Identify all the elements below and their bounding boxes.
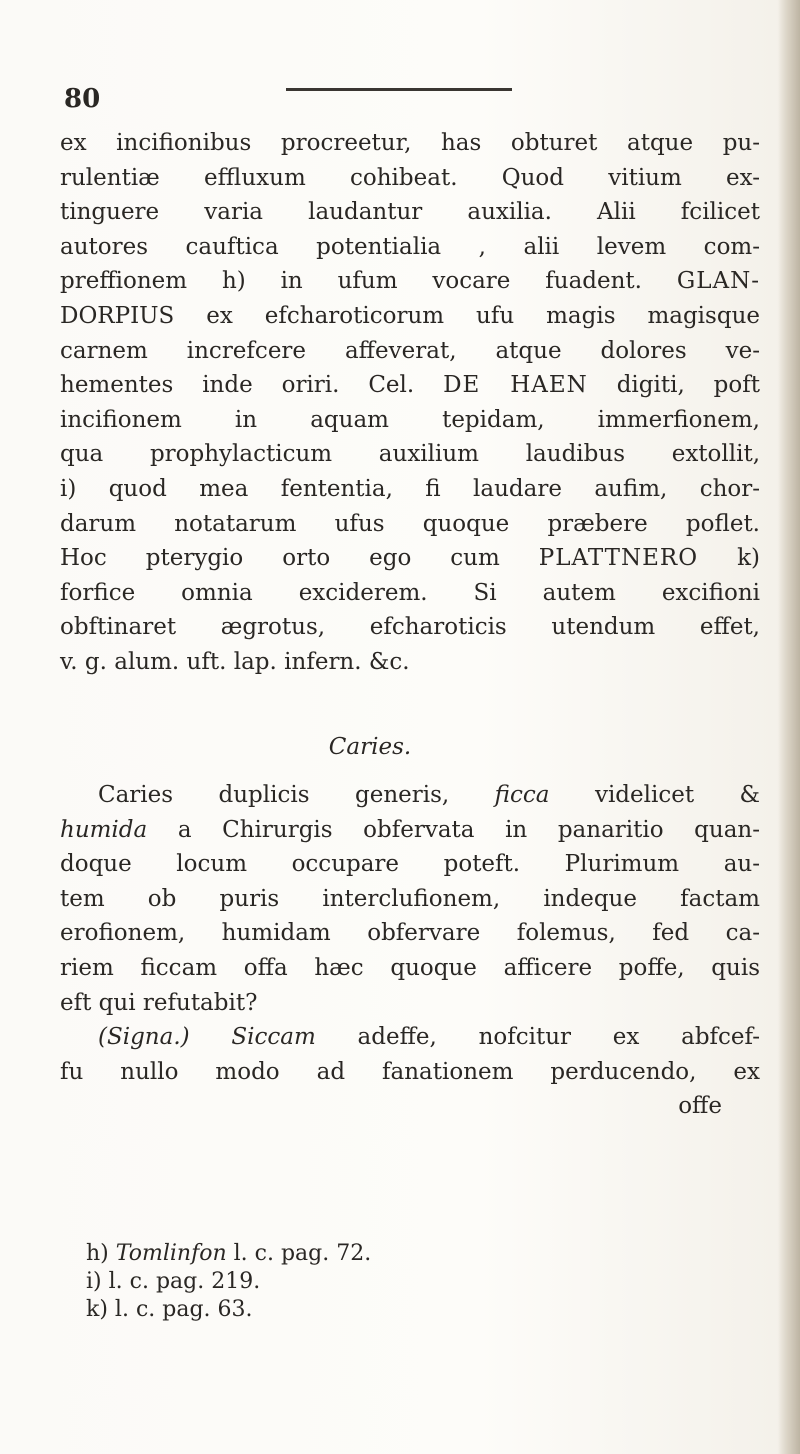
text-segment: a Chirurgis obfervata in panaritio quan- bbox=[177, 816, 760, 843]
text-line: v. g. alum. uft. lap. infern. &c. bbox=[60, 648, 410, 675]
text-line: doque locum occupare poteft. Plurimum au- bbox=[60, 851, 760, 878]
footnote-ref: l. c. pag. 63. bbox=[114, 1297, 253, 1322]
text-line bbox=[60, 778, 760, 813]
author-name: PLATTNERO bbox=[538, 545, 699, 572]
author-name: GLAN- bbox=[676, 268, 760, 295]
catchword: offe bbox=[678, 1093, 722, 1120]
text-line bbox=[60, 368, 760, 403]
text-segment: digiti, poft bbox=[616, 372, 760, 399]
footnotes bbox=[86, 1240, 686, 1324]
text-line: incifionem in aquam tepidam, immerfionem, bbox=[60, 406, 760, 433]
text-line: rulentiæ effluxum cohibeat. Quod vitium ex- bbox=[60, 164, 760, 191]
marginal-label: (Signa.) bbox=[98, 1024, 190, 1051]
footnote bbox=[86, 1268, 686, 1296]
text-line: carnem increfcere affeverat, atque dolores ve- bbox=[60, 337, 760, 364]
main-text bbox=[60, 126, 760, 1124]
footnote-ref: l. c. pag. 219. bbox=[108, 1269, 261, 1294]
footnote bbox=[86, 1296, 686, 1324]
text-line: fu nullo modo ad fanationem perducendo, ex bbox=[60, 1058, 760, 1085]
footnote-ref: l. c. pag. 72. bbox=[233, 1241, 372, 1266]
text-line bbox=[60, 1020, 760, 1055]
text-line: erofionem, humidam obfervare folemus, fed ca- bbox=[60, 920, 760, 947]
page-binding-shadow bbox=[778, 0, 800, 1454]
text-segment: hementes inde oriri. Cel. bbox=[60, 372, 415, 399]
text-line: autores cauftica potentialia , alii levem com- bbox=[60, 233, 760, 260]
footnote-mark: i) bbox=[86, 1269, 102, 1294]
text-line: darum notatarum ufus quoque præbere poflet. bbox=[60, 510, 760, 537]
text-line bbox=[60, 264, 760, 299]
text-segment: videlicet & bbox=[594, 782, 761, 809]
text-line: tem ob puris interclufionem, indeque factam bbox=[60, 885, 760, 912]
text-segment: k) bbox=[737, 545, 761, 572]
footnote bbox=[86, 1240, 686, 1268]
text-line: tinguere varia laudantur auxilia. Alii fcilicet bbox=[60, 199, 760, 226]
header-rule bbox=[286, 88, 512, 91]
footnote-author: Tomlinfon bbox=[115, 1241, 227, 1266]
footnote-mark: h) bbox=[86, 1241, 109, 1266]
text-line bbox=[60, 541, 760, 576]
page-number: 80 bbox=[64, 84, 101, 114]
text-line: DORPIUS ex efcharoticorum ufu magis magisque bbox=[60, 302, 760, 329]
text-segment: preffionem h) in ufum vocare fuadent. bbox=[60, 268, 642, 295]
italic-term: humida bbox=[60, 816, 148, 843]
text-line bbox=[60, 813, 760, 848]
text-segment: Hoc pterygio orto ego cum bbox=[60, 545, 500, 572]
section-heading: Caries. bbox=[328, 733, 412, 760]
italic-term: Siccam bbox=[231, 1024, 316, 1051]
text-line: forfice omnia exciderem. Si autem excifioni bbox=[60, 579, 760, 606]
footnote-mark: k) bbox=[86, 1297, 108, 1322]
author-name: DE HAEN bbox=[443, 372, 588, 399]
text-segment: adeffe, nofcitur ex abfcef- bbox=[357, 1024, 761, 1051]
text-line: eft qui refutabit? bbox=[60, 989, 258, 1016]
text-line: obftinaret ægrotus, efcharoticis utendum effet, bbox=[60, 614, 760, 641]
text-line: ex incifionibus procreetur, has obturet atque pu- bbox=[60, 130, 760, 156]
text-line: qua prophylacticum auxilium laudibus extollit, bbox=[60, 441, 760, 468]
text-line: riem ficcam offa hæc quoque afficere poffe, quis bbox=[60, 955, 760, 982]
text-segment: Caries duplicis generis, bbox=[98, 782, 450, 809]
italic-term: ficca bbox=[494, 782, 550, 809]
text-line: i) quod mea fententia, fi laudare aufim, chor- bbox=[60, 475, 760, 502]
